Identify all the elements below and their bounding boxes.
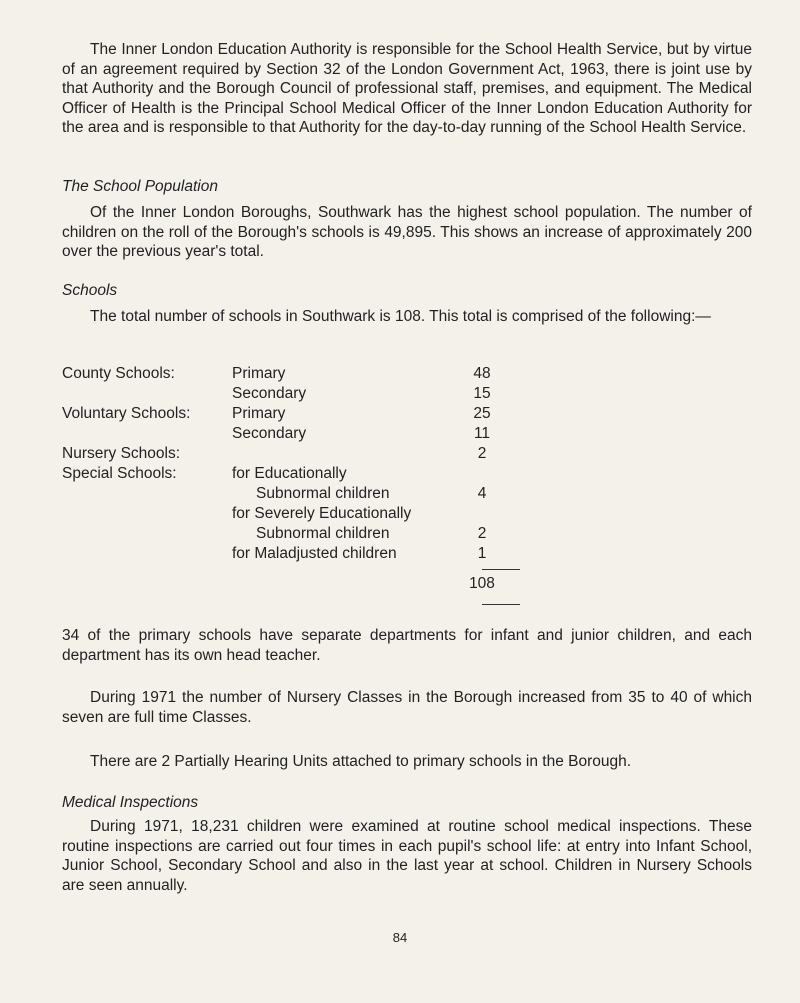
table-type: Primary: [232, 405, 286, 422]
total-rule-top: [482, 569, 520, 570]
intro-paragraph: The Inner London Education Authority is responsible for the School Health Service, but by virtue of an agreement required by Section 32 of the London Government Act, 1963, there is joint use by that Authority and the Borough Council of professional staff, premises, and equipment. The Medical Officer of Health is the Principal School Medical Officer of the Inner London Education Authority for the area and is responsible to that Authority for the day-to-day running of the School Health Service.: [62, 41, 752, 136]
table-category: County Schools:: [62, 365, 175, 382]
page-number: 84: [392, 930, 408, 945]
table-type: Subnormal children: [256, 525, 390, 542]
table-type: for Severely Educationally: [232, 505, 412, 522]
medical-paragraph: During 1971, 18,231 children were examined at routine school medical inspections. These routine inspections are carried out four times in each pupil's school life: at entry into Infant School, Junior School, Secondary School and also in the last year at school. Children in Nursery Schools are seen annually.: [62, 818, 752, 894]
total-rule-bottom: [482, 604, 520, 605]
table-category: Voluntary Schools:: [62, 405, 191, 422]
table-count: 48: [473, 365, 491, 382]
table-type: Secondary: [232, 385, 307, 402]
table-type: for Educationally: [232, 465, 347, 482]
population-heading: The School Population: [62, 178, 218, 195]
table-count: 4: [477, 485, 487, 502]
table-count: 25: [473, 405, 491, 422]
table-count: 1: [477, 545, 487, 562]
population-paragraph: Of the Inner London Boroughs, Southwark has the highest school population. The number of children on the roll of the Borough's schools is 49,895. This shows an increase of approximately 200 over the previous year's total.: [62, 204, 752, 260]
schools-heading: Schools: [62, 282, 118, 299]
hearing-paragraph: There are 2 Partially Hearing Units attached to primary schools in the Borough.: [90, 753, 632, 770]
table-count: 2: [477, 445, 487, 462]
table-type: Subnormal children: [256, 485, 390, 502]
table-count: 15: [473, 385, 491, 402]
table-count: 2: [477, 525, 487, 542]
nursery-paragraph: During 1971 the number of Nursery Classes in the Borough increased from 35 to 40 of which seven are full time Classes.: [62, 689, 752, 726]
table-type: Secondary: [232, 425, 307, 442]
medical-heading: Medical Inspections: [62, 794, 199, 811]
table-category: Special Schools:: [62, 465, 177, 482]
table-category: Nursery Schools:: [62, 445, 181, 462]
table-type: for Maladjusted children: [232, 545, 397, 562]
table-type: Primary: [232, 365, 286, 382]
schools-paragraph: The total number of schools in Southwark is 108. This total is comprised of the following:—: [90, 308, 711, 325]
table-total: 108: [469, 575, 495, 592]
table-count: 11: [473, 425, 491, 442]
departments-paragraph: 34 of the primary schools have separate departments for infant and junior children, and each department has its own head teacher.: [62, 627, 752, 664]
